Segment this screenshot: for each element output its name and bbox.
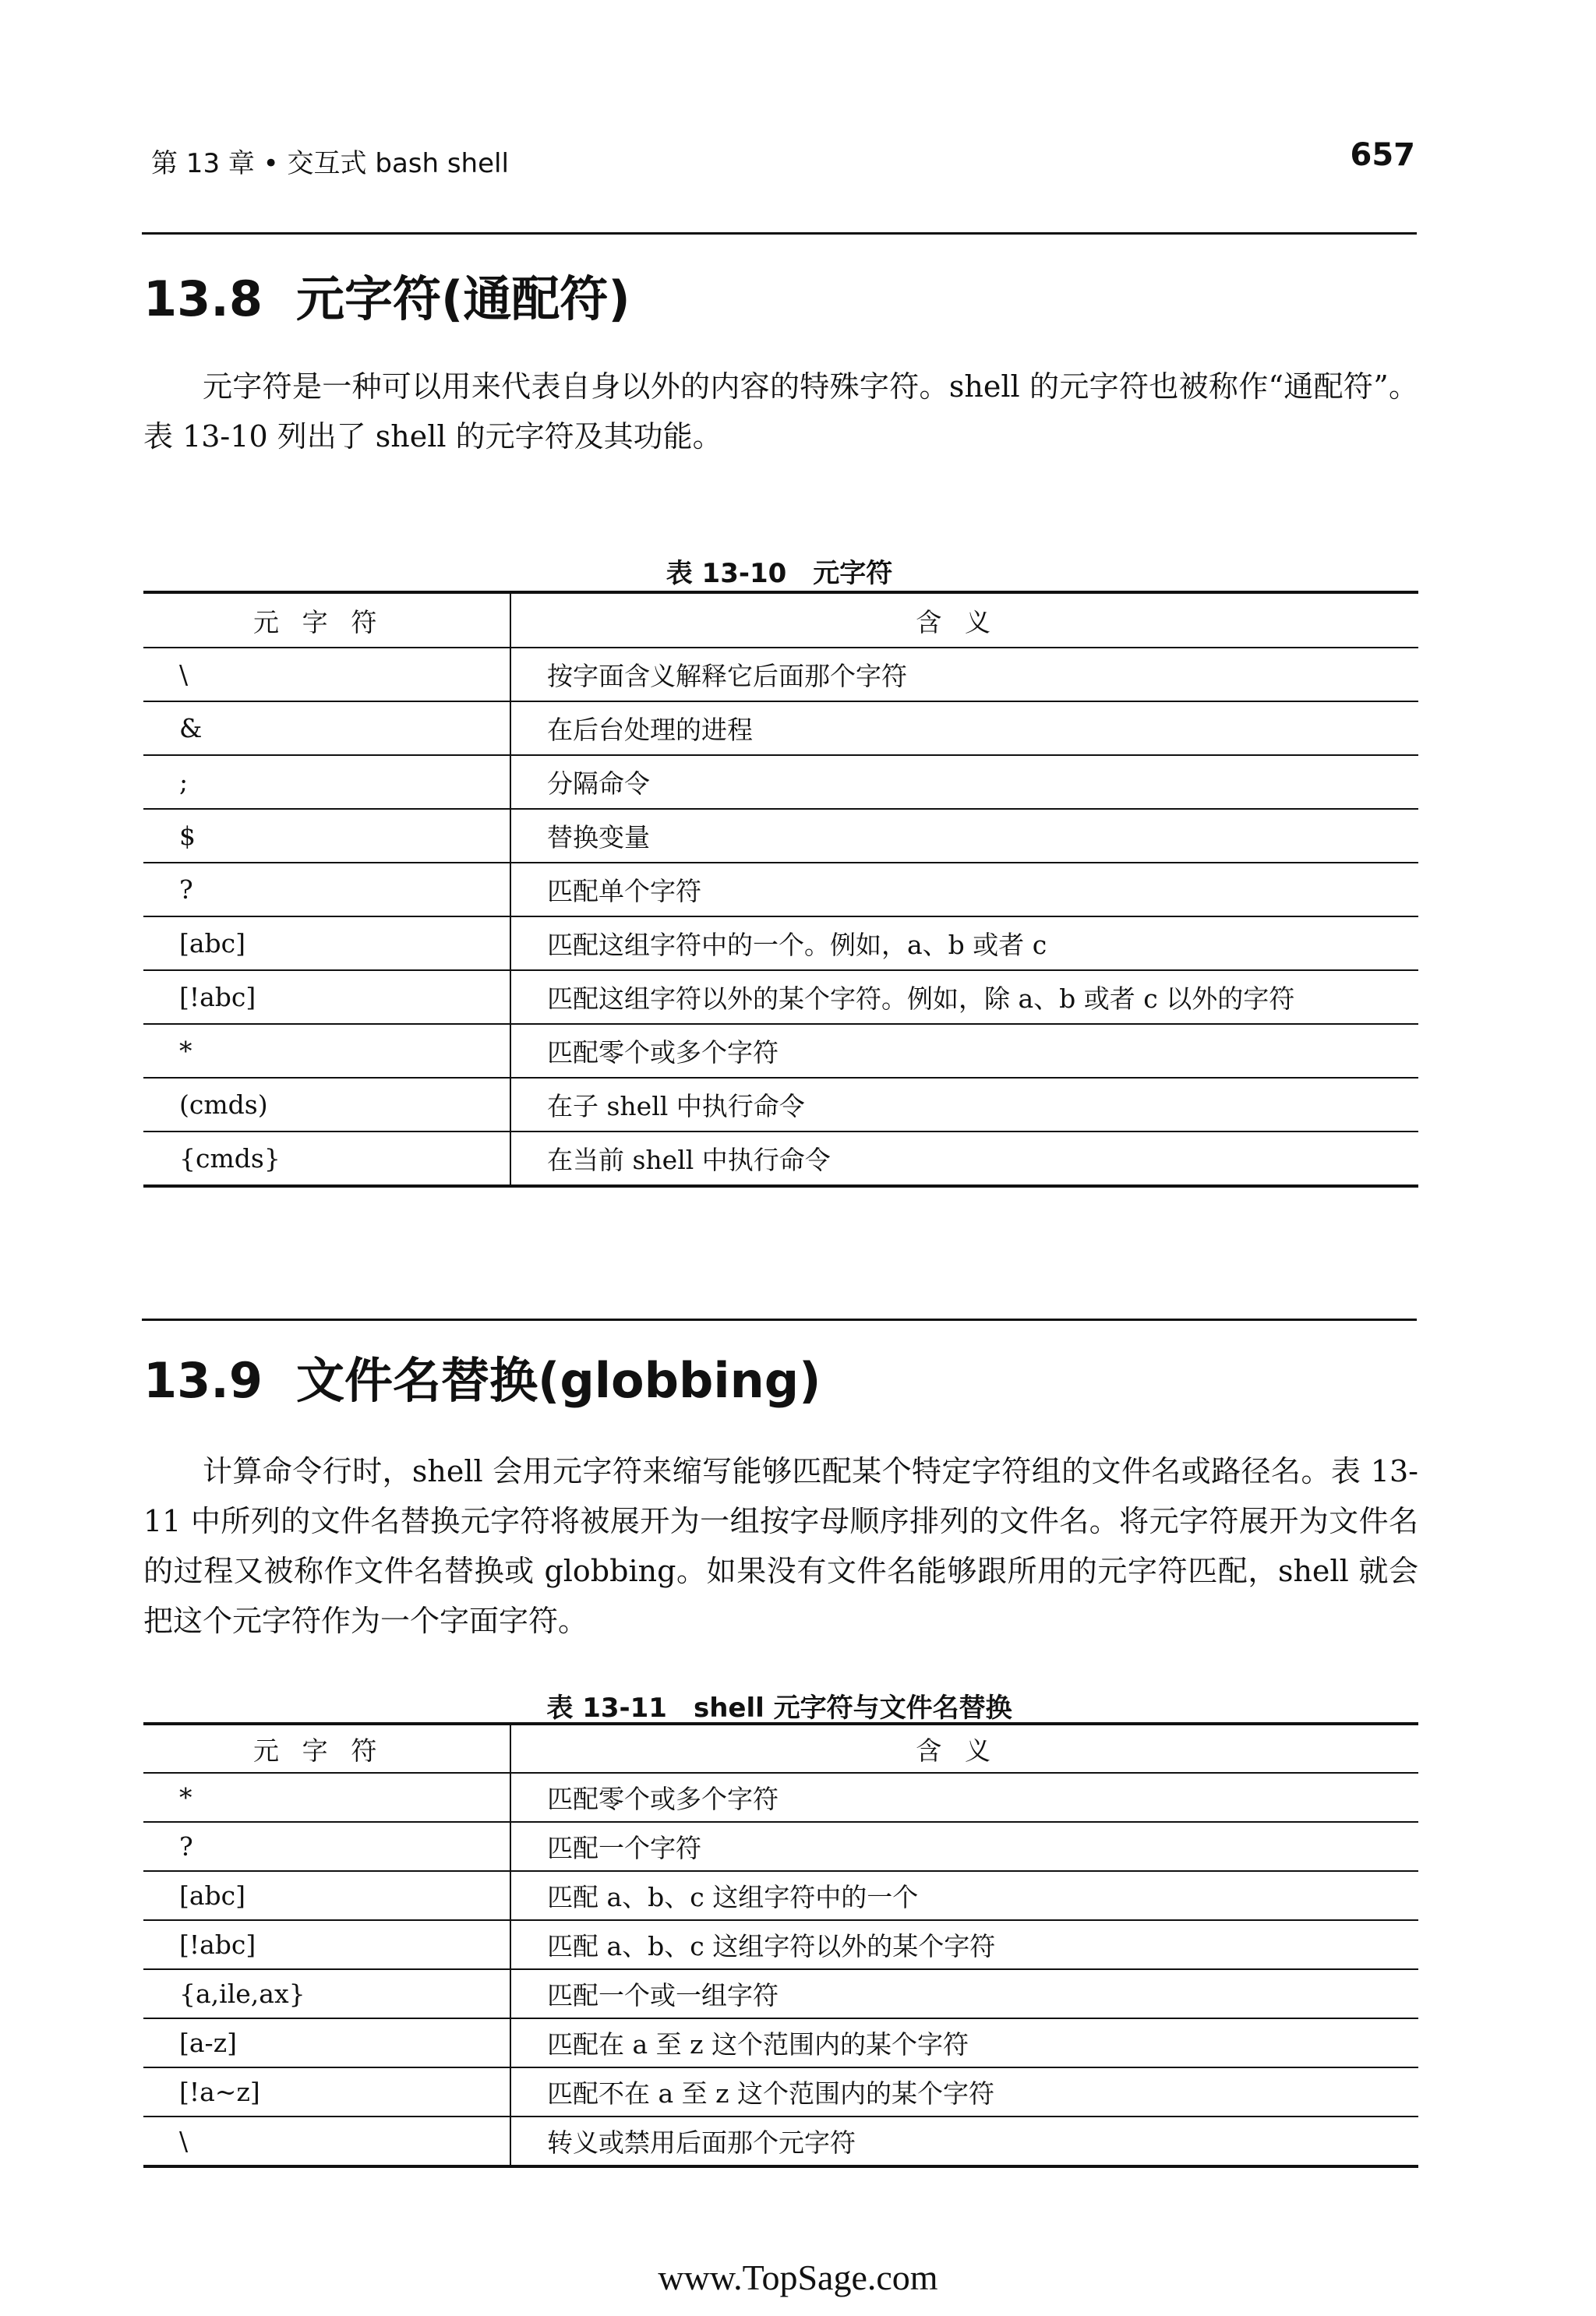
meaning-cell: 匹配不在 a 至 z 这个范围内的某个字符: [510, 2067, 1418, 2117]
metachar-cell: *: [143, 1024, 510, 1078]
column-header-meaning: 含义: [510, 1724, 1418, 1773]
table-row: [143, 2067, 1418, 2117]
section-title: 元字符(通配符): [296, 270, 630, 327]
column-header-meaning: 含义: [510, 592, 1418, 648]
column-header-metachar: 元字符: [143, 1724, 510, 1773]
metachar-cell: ?: [143, 863, 510, 916]
meaning-cell: 匹配这组字符中的一个。例如，a、b 或者 c: [510, 916, 1418, 970]
table-row: [143, 648, 1418, 701]
metachar-cell: [!abc]: [143, 1920, 510, 1969]
metachar-cell: $: [143, 809, 510, 863]
table-row: [143, 970, 1418, 1024]
meaning-cell: 匹配一个字符: [510, 1822, 1418, 1871]
table-row: [143, 809, 1418, 863]
intro-paragraph-13-8: 元字符是一种可以用来代表自身以外的内容的特殊字符。shell 的元字符也被称作“通配符”。表 13-10 列出了 shell 的元字符及其功能。: [143, 369, 1418, 454]
meaning-cell: 匹配 a、b、c 这组字符中的一个: [510, 1871, 1418, 1920]
table-row: [143, 1132, 1418, 1186]
metacharacter-table: [143, 591, 1418, 1188]
metachar-cell: (cmds): [143, 1078, 510, 1132]
section-number: 13.9: [143, 1352, 263, 1409]
table-header-row: [143, 1724, 1418, 1773]
section-number: 13.8: [143, 270, 263, 327]
metachar-cell: ;: [143, 755, 510, 809]
running-head: 第 13 章 • 交互式 bash shell: [151, 148, 509, 179]
meaning-cell: 匹配 a、b、c 这组字符以外的某个字符: [510, 1920, 1418, 1969]
footer-url: www.TopSage.com: [658, 2258, 938, 2297]
meaning-cell: 分隔命令: [510, 755, 1418, 809]
meaning-cell: 匹配单个字符: [510, 863, 1418, 916]
metachar-cell: &: [143, 701, 510, 755]
metachar-cell: [!abc]: [143, 970, 510, 1024]
header-rule: [142, 232, 1417, 235]
metachar-cell: [abc]: [143, 916, 510, 970]
meaning-cell: 匹配一个或一组字符: [510, 1969, 1418, 2018]
table-row: [143, 863, 1418, 916]
table-row: [143, 1871, 1418, 1920]
meaning-cell: 匹配在 a 至 z 这个范围内的某个字符: [510, 2018, 1418, 2067]
section-heading-13-9: [143, 1342, 821, 1411]
metachar-cell: \: [143, 2117, 510, 2166]
intro-paragraph-13-9: 计算命令行时，shell 会用元字符来缩写能够匹配某个特定字符组的文件名或路径名。表 13-11 中所列的文件名替换元字符将被展开为一组按字母顺序排列的文件名。将元字符展开为文件名的过程又被称作文件名替换或 globbing。如果没有文件名能够跟所用的元字符匹配，shell 就会把这个元字符作为一个字面字符。: [143, 1454, 1418, 1638]
table-row: [143, 1969, 1418, 2018]
table-row: [143, 2018, 1418, 2067]
table-row: [143, 2117, 1418, 2166]
table-row: [143, 1773, 1418, 1822]
column-header-metachar: 元字符: [143, 592, 510, 648]
table-caption-13-11: 表 13-11 shell 元字符与文件名替换: [546, 1693, 1012, 1724]
meaning-cell: 在后台处理的进程: [510, 701, 1418, 755]
table-header-row: [143, 592, 1418, 648]
filename-substitution-table: [143, 1722, 1418, 2168]
table-row: [143, 1024, 1418, 1078]
section-title: 文件名替换(globbing): [296, 1352, 821, 1409]
meaning-cell: 在子 shell 中执行命令: [510, 1078, 1418, 1132]
table-row: [143, 755, 1418, 809]
table-row: [143, 701, 1418, 755]
meaning-cell: 匹配这组字符以外的某个字符。例如，除 a、b 或者 c 以外的字符: [510, 970, 1418, 1024]
meaning-cell: 转义或禁用后面那个元字符: [510, 2117, 1418, 2166]
metachar-cell: {cmds}: [143, 1132, 510, 1186]
meaning-cell: 按字面含义解释它后面那个字符: [510, 648, 1418, 701]
table-row: [143, 1822, 1418, 1871]
metachar-cell: {a,ile,ax}: [143, 1969, 510, 2018]
meaning-cell: 替换变量: [510, 809, 1418, 863]
section-rule: [142, 1319, 1417, 1321]
meaning-cell: 匹配零个或多个字符: [510, 1024, 1418, 1078]
meaning-cell: 匹配零个或多个字符: [510, 1773, 1418, 1822]
table-caption-13-10: 表 13-10 元字符: [666, 558, 893, 589]
metachar-cell: *: [143, 1773, 510, 1822]
metachar-cell: ?: [143, 1822, 510, 1871]
metachar-cell: \: [143, 648, 510, 701]
section-heading-13-8: [143, 260, 630, 330]
meaning-cell: 在当前 shell 中执行命令: [510, 1132, 1418, 1186]
page-number: 657: [1350, 137, 1415, 173]
table-row: [143, 1920, 1418, 1969]
metachar-cell: [abc]: [143, 1871, 510, 1920]
table-row: [143, 916, 1418, 970]
table-row: [143, 1078, 1418, 1132]
metachar-cell: [a-z]: [143, 2018, 510, 2067]
metachar-cell: [!a~z]: [143, 2067, 510, 2117]
